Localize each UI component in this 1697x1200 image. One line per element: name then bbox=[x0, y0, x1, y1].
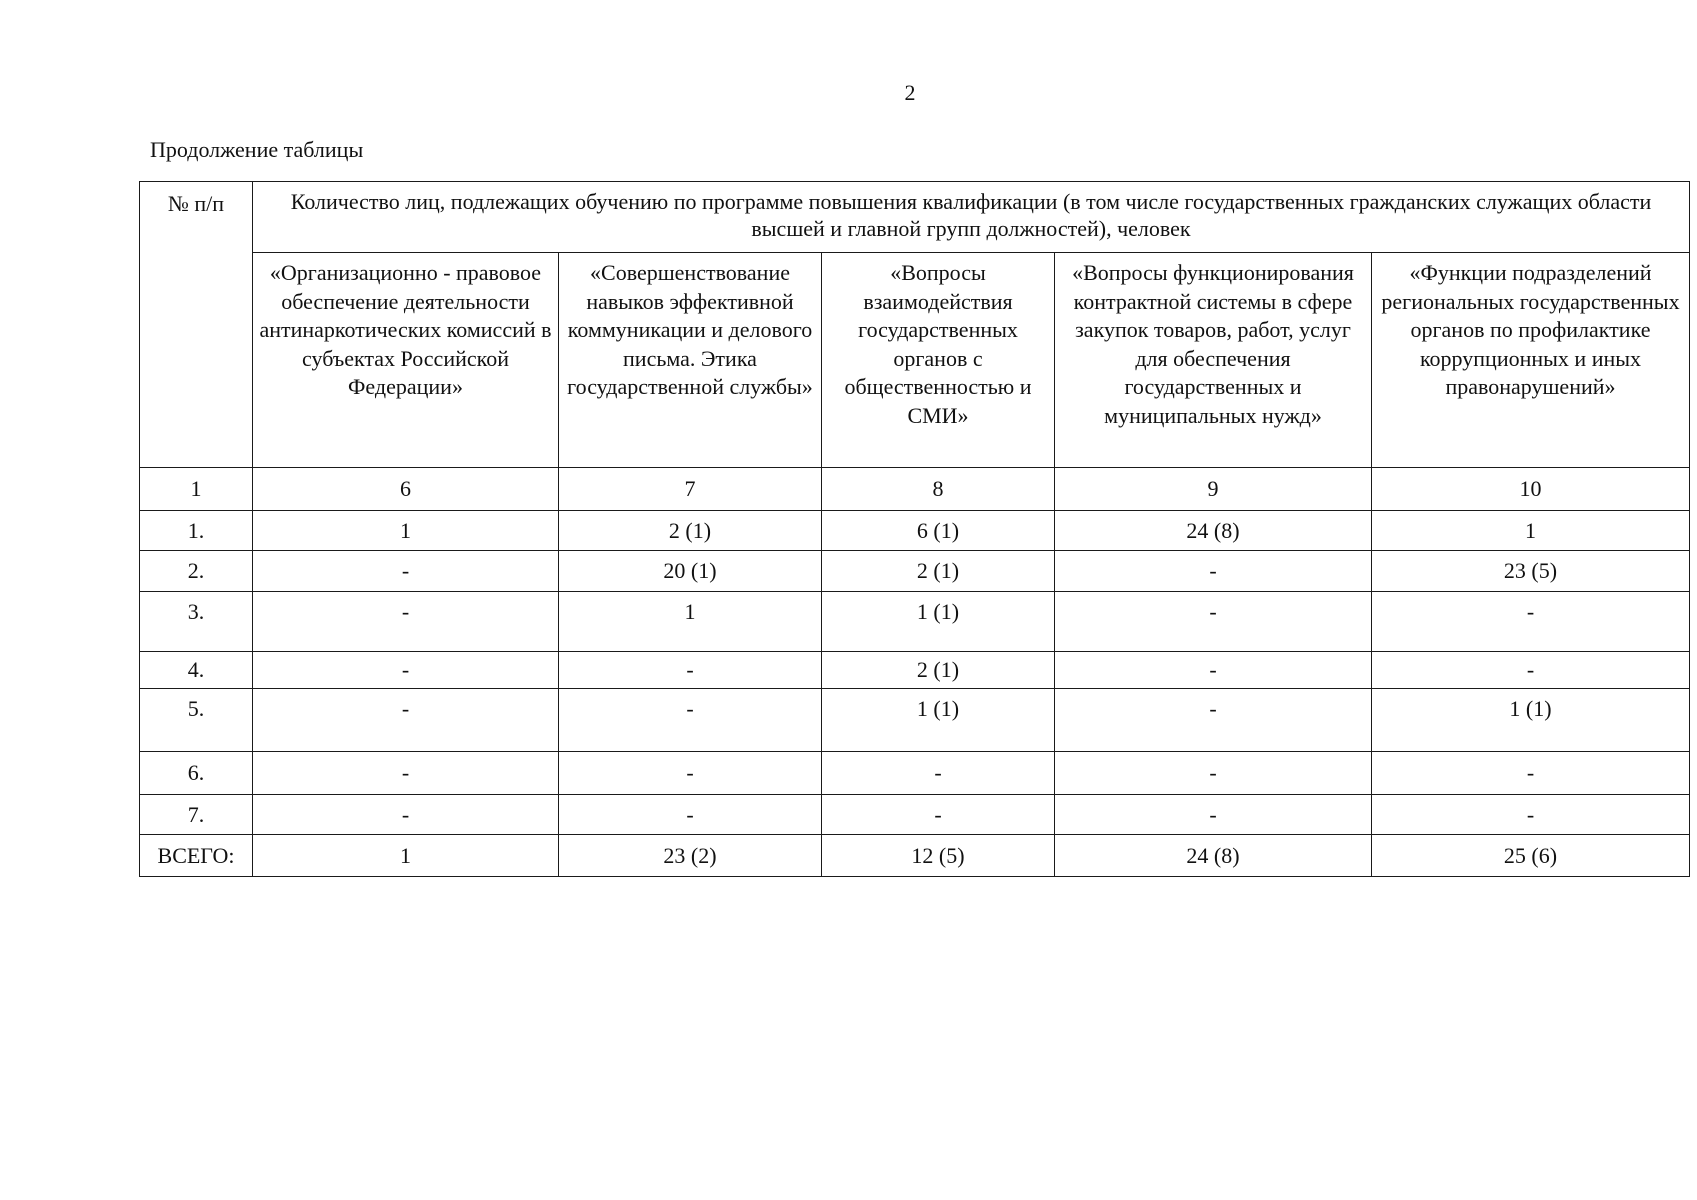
table-header-row bbox=[140, 182, 1690, 253]
column-headers-row bbox=[140, 253, 1690, 468]
row-number: 2. bbox=[140, 551, 253, 592]
column-number: 8 bbox=[822, 468, 1055, 511]
table-cell: 1 (1) bbox=[1372, 689, 1690, 752]
row-number: 6. bbox=[140, 752, 253, 795]
table-cell: 1 bbox=[1372, 511, 1690, 551]
column-number: 10 bbox=[1372, 468, 1690, 511]
table-cell: - bbox=[1055, 551, 1372, 592]
column-header-7: «Совершенствование навыков эффективной коммуникации и делового письма. Этика государственной службы» bbox=[559, 253, 822, 468]
table-cell: - bbox=[253, 592, 559, 652]
table-row bbox=[140, 592, 1690, 652]
table-cell: 6 (1) bbox=[822, 511, 1055, 551]
table-cell: - bbox=[559, 795, 822, 835]
column-number: 9 bbox=[1055, 468, 1372, 511]
column-numbers-row bbox=[140, 468, 1690, 511]
table-cell: - bbox=[253, 752, 559, 795]
training-table bbox=[139, 181, 1690, 877]
table-cell: - bbox=[1055, 752, 1372, 795]
table-cell: - bbox=[253, 652, 559, 689]
page-number: 2 bbox=[904, 80, 916, 105]
table-cell: - bbox=[822, 795, 1055, 835]
row-number: 4. bbox=[140, 652, 253, 689]
column-number: 1 bbox=[140, 468, 253, 511]
table-cell: - bbox=[1055, 592, 1372, 652]
total-cell: 23 (2) bbox=[559, 835, 822, 877]
table-cell: - bbox=[253, 551, 559, 592]
table-row bbox=[140, 652, 1690, 689]
table-caption: Продолжение таблицы bbox=[150, 137, 364, 162]
table-cell: 23 (5) bbox=[1372, 551, 1690, 592]
row-number: 5. bbox=[140, 689, 253, 752]
row-number: 3. bbox=[140, 592, 253, 652]
row-number: 7. bbox=[140, 795, 253, 835]
column-header-9: «Вопросы функционирования контрактной системы в сфере закупок товаров, работ, услуг для обеспечения государственных и муниципальных нужд» bbox=[1055, 253, 1372, 468]
table-cell: 2 (1) bbox=[822, 551, 1055, 592]
table-row bbox=[140, 551, 1690, 592]
total-cell: 1 bbox=[253, 835, 559, 877]
total-cell: 12 (5) bbox=[822, 835, 1055, 877]
table-cell: - bbox=[253, 795, 559, 835]
column-number: 7 bbox=[559, 468, 822, 511]
table-cell: - bbox=[1055, 795, 1372, 835]
column-header-6: «Организационно - правовое обеспечение деятельности антинаркотических комиссий в субъектах Российской Федерации» bbox=[253, 253, 559, 468]
table-cell: 1 (1) bbox=[822, 592, 1055, 652]
column-header-8: «Вопросы взаимодействия государственных органов с общественностью и СМИ» bbox=[822, 253, 1055, 468]
total-cell: 25 (6) bbox=[1372, 835, 1690, 877]
table-cell: - bbox=[1055, 689, 1372, 752]
row-number: 1. bbox=[140, 511, 253, 551]
row-number-header: № п/п bbox=[140, 182, 253, 468]
table-cell: - bbox=[1372, 752, 1690, 795]
table-cell: - bbox=[559, 752, 822, 795]
table-row bbox=[140, 795, 1690, 835]
table-cell: - bbox=[1372, 795, 1690, 835]
table-cell: 20 (1) bbox=[559, 551, 822, 592]
table-cell: - bbox=[559, 652, 822, 689]
table-cell: 2 (1) bbox=[822, 652, 1055, 689]
table-cell: - bbox=[822, 752, 1055, 795]
super-header: Количество лиц, подлежащих обучению по программе повышения квалификации (в том числе государственных гражданских служащих области высшей и главной групп должностей), человек bbox=[253, 182, 1690, 253]
table-cell: - bbox=[1372, 592, 1690, 652]
column-header-10: «Функции подразделений региональных государственных органов по профилактике коррупционных и иных правонарушений» bbox=[1372, 253, 1690, 468]
table-cell: - bbox=[1372, 652, 1690, 689]
table-row bbox=[140, 689, 1690, 752]
total-label: ВСЕГО: bbox=[140, 835, 253, 877]
table-cell: - bbox=[559, 689, 822, 752]
table-cell: 24 (8) bbox=[1055, 511, 1372, 551]
total-cell: 24 (8) bbox=[1055, 835, 1372, 877]
table-cell: 2 (1) bbox=[559, 511, 822, 551]
table-cell: 1 bbox=[253, 511, 559, 551]
table-row bbox=[140, 511, 1690, 551]
table-row bbox=[140, 752, 1690, 795]
table-cell: 1 (1) bbox=[822, 689, 1055, 752]
table-cell: - bbox=[253, 689, 559, 752]
total-row bbox=[140, 835, 1690, 877]
column-number: 6 bbox=[253, 468, 559, 511]
table-cell: 1 bbox=[559, 592, 822, 652]
table-cell: - bbox=[1055, 652, 1372, 689]
